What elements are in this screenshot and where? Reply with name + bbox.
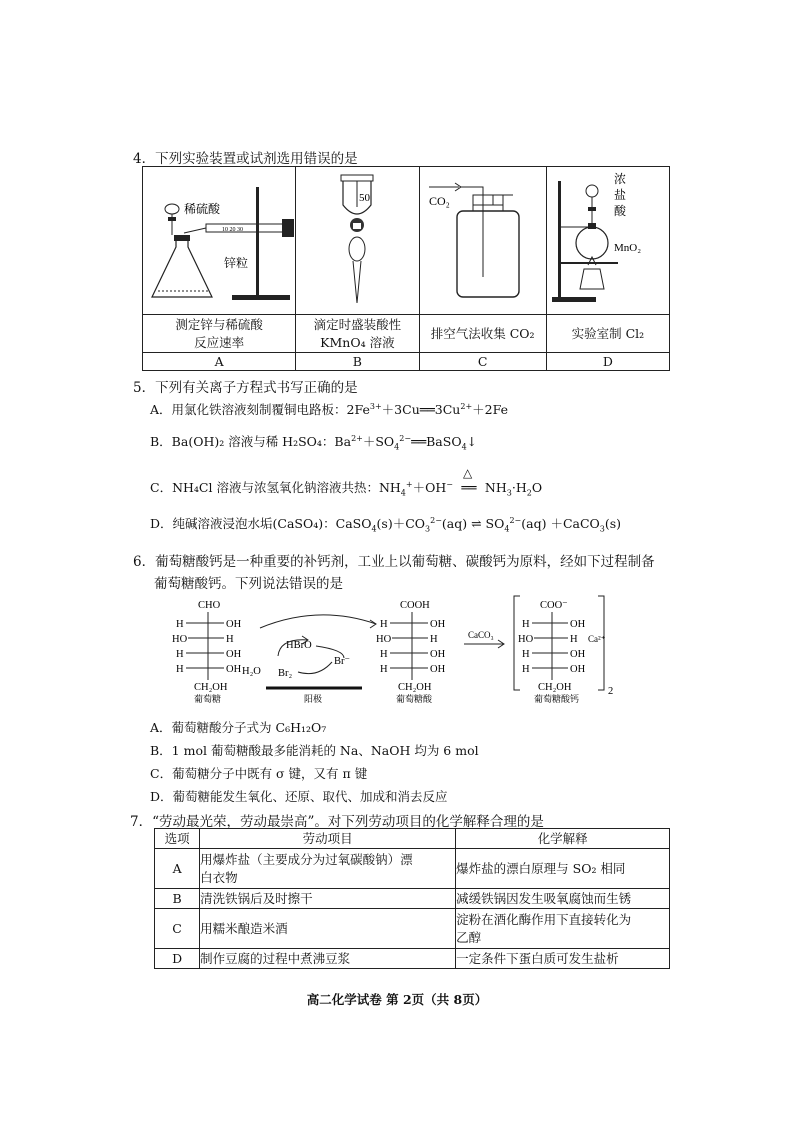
q6-option-d: D．葡萄糖能发生氧化、还原、取代、加成和消去反应 bbox=[150, 789, 448, 804]
chlorine-generator-icon bbox=[548, 167, 668, 311]
syringe-flask-apparatus-icon bbox=[144, 167, 294, 311]
h2o-label: H₂O bbox=[242, 666, 261, 677]
q7-row-a-option: A bbox=[155, 849, 200, 889]
q7-row-c-explanation-2: 乙醇 bbox=[456, 929, 482, 945]
burette-icon bbox=[297, 167, 417, 311]
salt-chain bbox=[518, 612, 586, 680]
acid-label-2: 盐 bbox=[613, 188, 626, 202]
scale-label: 10 20 30 bbox=[222, 227, 244, 233]
q7-row-a-explanation: 爆炸盐的漂白原理与 SO₂ 相同 bbox=[456, 849, 670, 889]
gluconate-reaction-scheme bbox=[168, 594, 628, 706]
q7-row-d-option: D bbox=[155, 949, 200, 969]
q5-stem: 5．下列有关离子方程式书写正确的是 bbox=[133, 380, 358, 396]
acid-label-3: 酸 bbox=[613, 204, 626, 218]
q5-option-d-text: D．纯碱溶液浸泡水垢(CaSO₄)： bbox=[150, 516, 336, 531]
svg-text:H: H bbox=[522, 649, 530, 660]
q7-row-b-option: B bbox=[155, 889, 200, 909]
q4-apparatus-d bbox=[546, 167, 669, 315]
q7-header-item: 劳动项目 bbox=[200, 829, 456, 849]
cation-label: Ca²⁺ bbox=[588, 634, 606, 644]
svg-text:H: H bbox=[226, 634, 234, 645]
anode-label: 阳极 bbox=[304, 694, 323, 704]
q4-b-caption-2: KMnO₄ 溶液 bbox=[320, 334, 395, 350]
q7-header-explanation: 化学解释 bbox=[456, 829, 670, 849]
salt-bottom: CH₂OH bbox=[538, 682, 572, 693]
q4-letter-c: C bbox=[419, 353, 546, 371]
gas-bottle-icon bbox=[421, 167, 545, 311]
q7-row-a-item-2: 白衣物 bbox=[200, 869, 238, 885]
svg-text:OH: OH bbox=[226, 619, 242, 630]
svg-text:H: H bbox=[570, 634, 578, 645]
q7-row-c-item: 用糯米酿造米酒 bbox=[200, 909, 456, 949]
svg-text:H: H bbox=[176, 619, 184, 630]
acid-bottom: CH₂OH bbox=[398, 682, 432, 693]
q7-stem: 7．“劳动最光荣，劳动最崇高”。对下列劳动项目的化学解释合理的是 bbox=[130, 814, 544, 830]
q5-option-a-equation: $2Fe^{3+}+3Cu══3Cu^{2+}+2Fe$ bbox=[346, 401, 508, 417]
q5-option-d bbox=[150, 514, 621, 532]
acid-top: COOH bbox=[400, 600, 430, 611]
q6-option-a: A．葡萄糖酸分子式为 C₆H₁₂O₇ bbox=[150, 720, 327, 735]
svg-text:H: H bbox=[176, 649, 184, 660]
q7-row-d-explanation: 一定条件下蛋白质可发生盐析 bbox=[456, 949, 670, 969]
q7-row-d-item: 制作豆腐的过程中煮沸豆浆 bbox=[200, 949, 456, 969]
svg-text:OH: OH bbox=[570, 649, 586, 660]
reagent-label: 稀硫酸 bbox=[184, 202, 221, 216]
salt-top: COO⁻ bbox=[540, 600, 568, 611]
svg-text:OH: OH bbox=[430, 649, 446, 660]
q5-option-c-equation: $NH_4^++OH^-$ △ ══ $NH_3\cdot H_2O$ bbox=[378, 466, 543, 498]
svg-text:OH: OH bbox=[430, 619, 446, 630]
q4-letter-d: D bbox=[546, 353, 669, 371]
glucose-top: CHO bbox=[198, 600, 221, 611]
acid-name: 葡萄糖酸 bbox=[396, 694, 433, 704]
svg-text:OH: OH bbox=[226, 664, 242, 675]
svg-text:OH: OH bbox=[226, 649, 242, 660]
q7-row-c-option: C bbox=[155, 909, 200, 949]
reagent-label: CaCO₃ bbox=[468, 630, 494, 640]
q7-row-a bbox=[155, 849, 670, 889]
q7-row-c bbox=[155, 909, 670, 949]
svg-text:OH: OH bbox=[430, 664, 446, 675]
q4-b-caption-1: 滴定时盛装酸性 bbox=[313, 316, 402, 332]
svg-text:HO: HO bbox=[518, 634, 534, 645]
q6-option-b: B．1 mol 葡萄糖酸最多能消耗的 Na、NaOH 均为 6 mol bbox=[150, 743, 479, 758]
svg-text:OH: OH bbox=[570, 664, 586, 675]
count-label: 2 bbox=[608, 686, 614, 697]
q7-row-b-explanation: 减缓铁锅因发生吸氧腐蚀而生锈 bbox=[456, 889, 670, 909]
burette-mark: 50 bbox=[359, 192, 371, 204]
page-footer: 高二化学试卷 第 2页（共 8页） bbox=[306, 992, 488, 1007]
q5-option-b bbox=[150, 432, 477, 450]
solid-label: MnO₂ bbox=[613, 242, 641, 254]
br-ion-label: Br⁻ bbox=[334, 656, 351, 667]
glucose-chain bbox=[172, 612, 242, 680]
q7-row-a-item-1: 用爆炸盐（主要成分为过氧碳酸钠）漂 bbox=[200, 851, 413, 867]
q6-stem-line2: 葡萄糖酸钙。下列说法错误的是 bbox=[154, 576, 343, 592]
svg-text:HO: HO bbox=[172, 634, 188, 645]
glucose-bottom: CH₂OH bbox=[194, 682, 228, 693]
svg-text:H: H bbox=[522, 664, 530, 675]
q4-c-caption: 排空气法收集 CO₂ bbox=[430, 325, 535, 341]
q4-stem: 4．下列实验装置或试剂选用错误的是 bbox=[133, 151, 358, 167]
q4-a-caption-2: 反应速率 bbox=[194, 334, 245, 350]
q6-option-c: C．葡萄糖分子中既有 σ 键，又有 π 键 bbox=[150, 766, 368, 781]
svg-text:H: H bbox=[522, 619, 530, 630]
q5-option-c-text: C．NH₄Cl 溶液与浓氢氧化钠溶液共热： bbox=[150, 480, 379, 495]
gas-label: CO₂ bbox=[428, 194, 450, 208]
q7-table bbox=[154, 828, 670, 969]
svg-text:H: H bbox=[430, 634, 438, 645]
q7-row-c-explanation-1: 淀粉在酒化酶作用下直接转化为 bbox=[456, 911, 632, 927]
q4-d-caption: 实验室制 Cl₂ bbox=[571, 325, 645, 341]
svg-text:H: H bbox=[176, 664, 184, 675]
q7-row-b-item: 清洗铁锅后及时擦干 bbox=[200, 889, 456, 909]
q5-option-d-equation: $CaSO_4(s)+CO_3^{2-}(aq)$ ⇌ $SO_4^{2-}(aq)$ ＋CaCO$_3$(s) bbox=[335, 515, 622, 534]
q5-option-b-equation: $Ba^{2+}+SO_4^{2-}══BaSO_4↓$ bbox=[334, 433, 478, 452]
q7-row-b bbox=[155, 889, 670, 909]
svg-text:HO: HO bbox=[376, 634, 392, 645]
acid-label-1: 浓 bbox=[613, 172, 626, 186]
svg-text:H: H bbox=[380, 664, 388, 675]
svg-text:OH: OH bbox=[570, 619, 586, 630]
q6-stem-line1: 6．葡萄糖酸钙是一种重要的补钙剂，工业上以葡萄糖、碳酸钙为原料，经如下过程制备 bbox=[133, 554, 655, 570]
q4-letter-b: B bbox=[296, 353, 419, 371]
q5-option-a bbox=[150, 400, 508, 418]
hbro-label: HBrO bbox=[286, 640, 312, 651]
br2-label: Br₂ bbox=[278, 668, 293, 679]
solid-label: 锌粒 bbox=[224, 256, 249, 270]
q5-option-b-text: B．Ba(OH)₂ 溶液与稀 H₂SO₄： bbox=[150, 434, 335, 449]
q7-row-d bbox=[155, 949, 670, 969]
q4-table bbox=[142, 166, 670, 371]
glucose-name: 葡萄糖 bbox=[194, 694, 222, 704]
q4-a-caption-1: 测定锌与稀硫酸 bbox=[175, 316, 263, 332]
acid-chain bbox=[376, 612, 446, 680]
svg-text:H: H bbox=[380, 649, 388, 660]
svg-text:H: H bbox=[380, 619, 388, 630]
q4-apparatus-b bbox=[296, 167, 419, 315]
q4-apparatus-c bbox=[419, 167, 546, 315]
q4-letter-a: A bbox=[143, 353, 296, 371]
q5-option-c bbox=[150, 466, 543, 498]
q5-option-a-text: A．用氯化铁溶液刻制覆铜电路板： bbox=[150, 402, 347, 417]
salt-name: 葡萄糖酸钙 bbox=[534, 694, 580, 704]
q7-header-option: 选项 bbox=[155, 829, 200, 849]
q4-apparatus-a bbox=[143, 167, 296, 315]
